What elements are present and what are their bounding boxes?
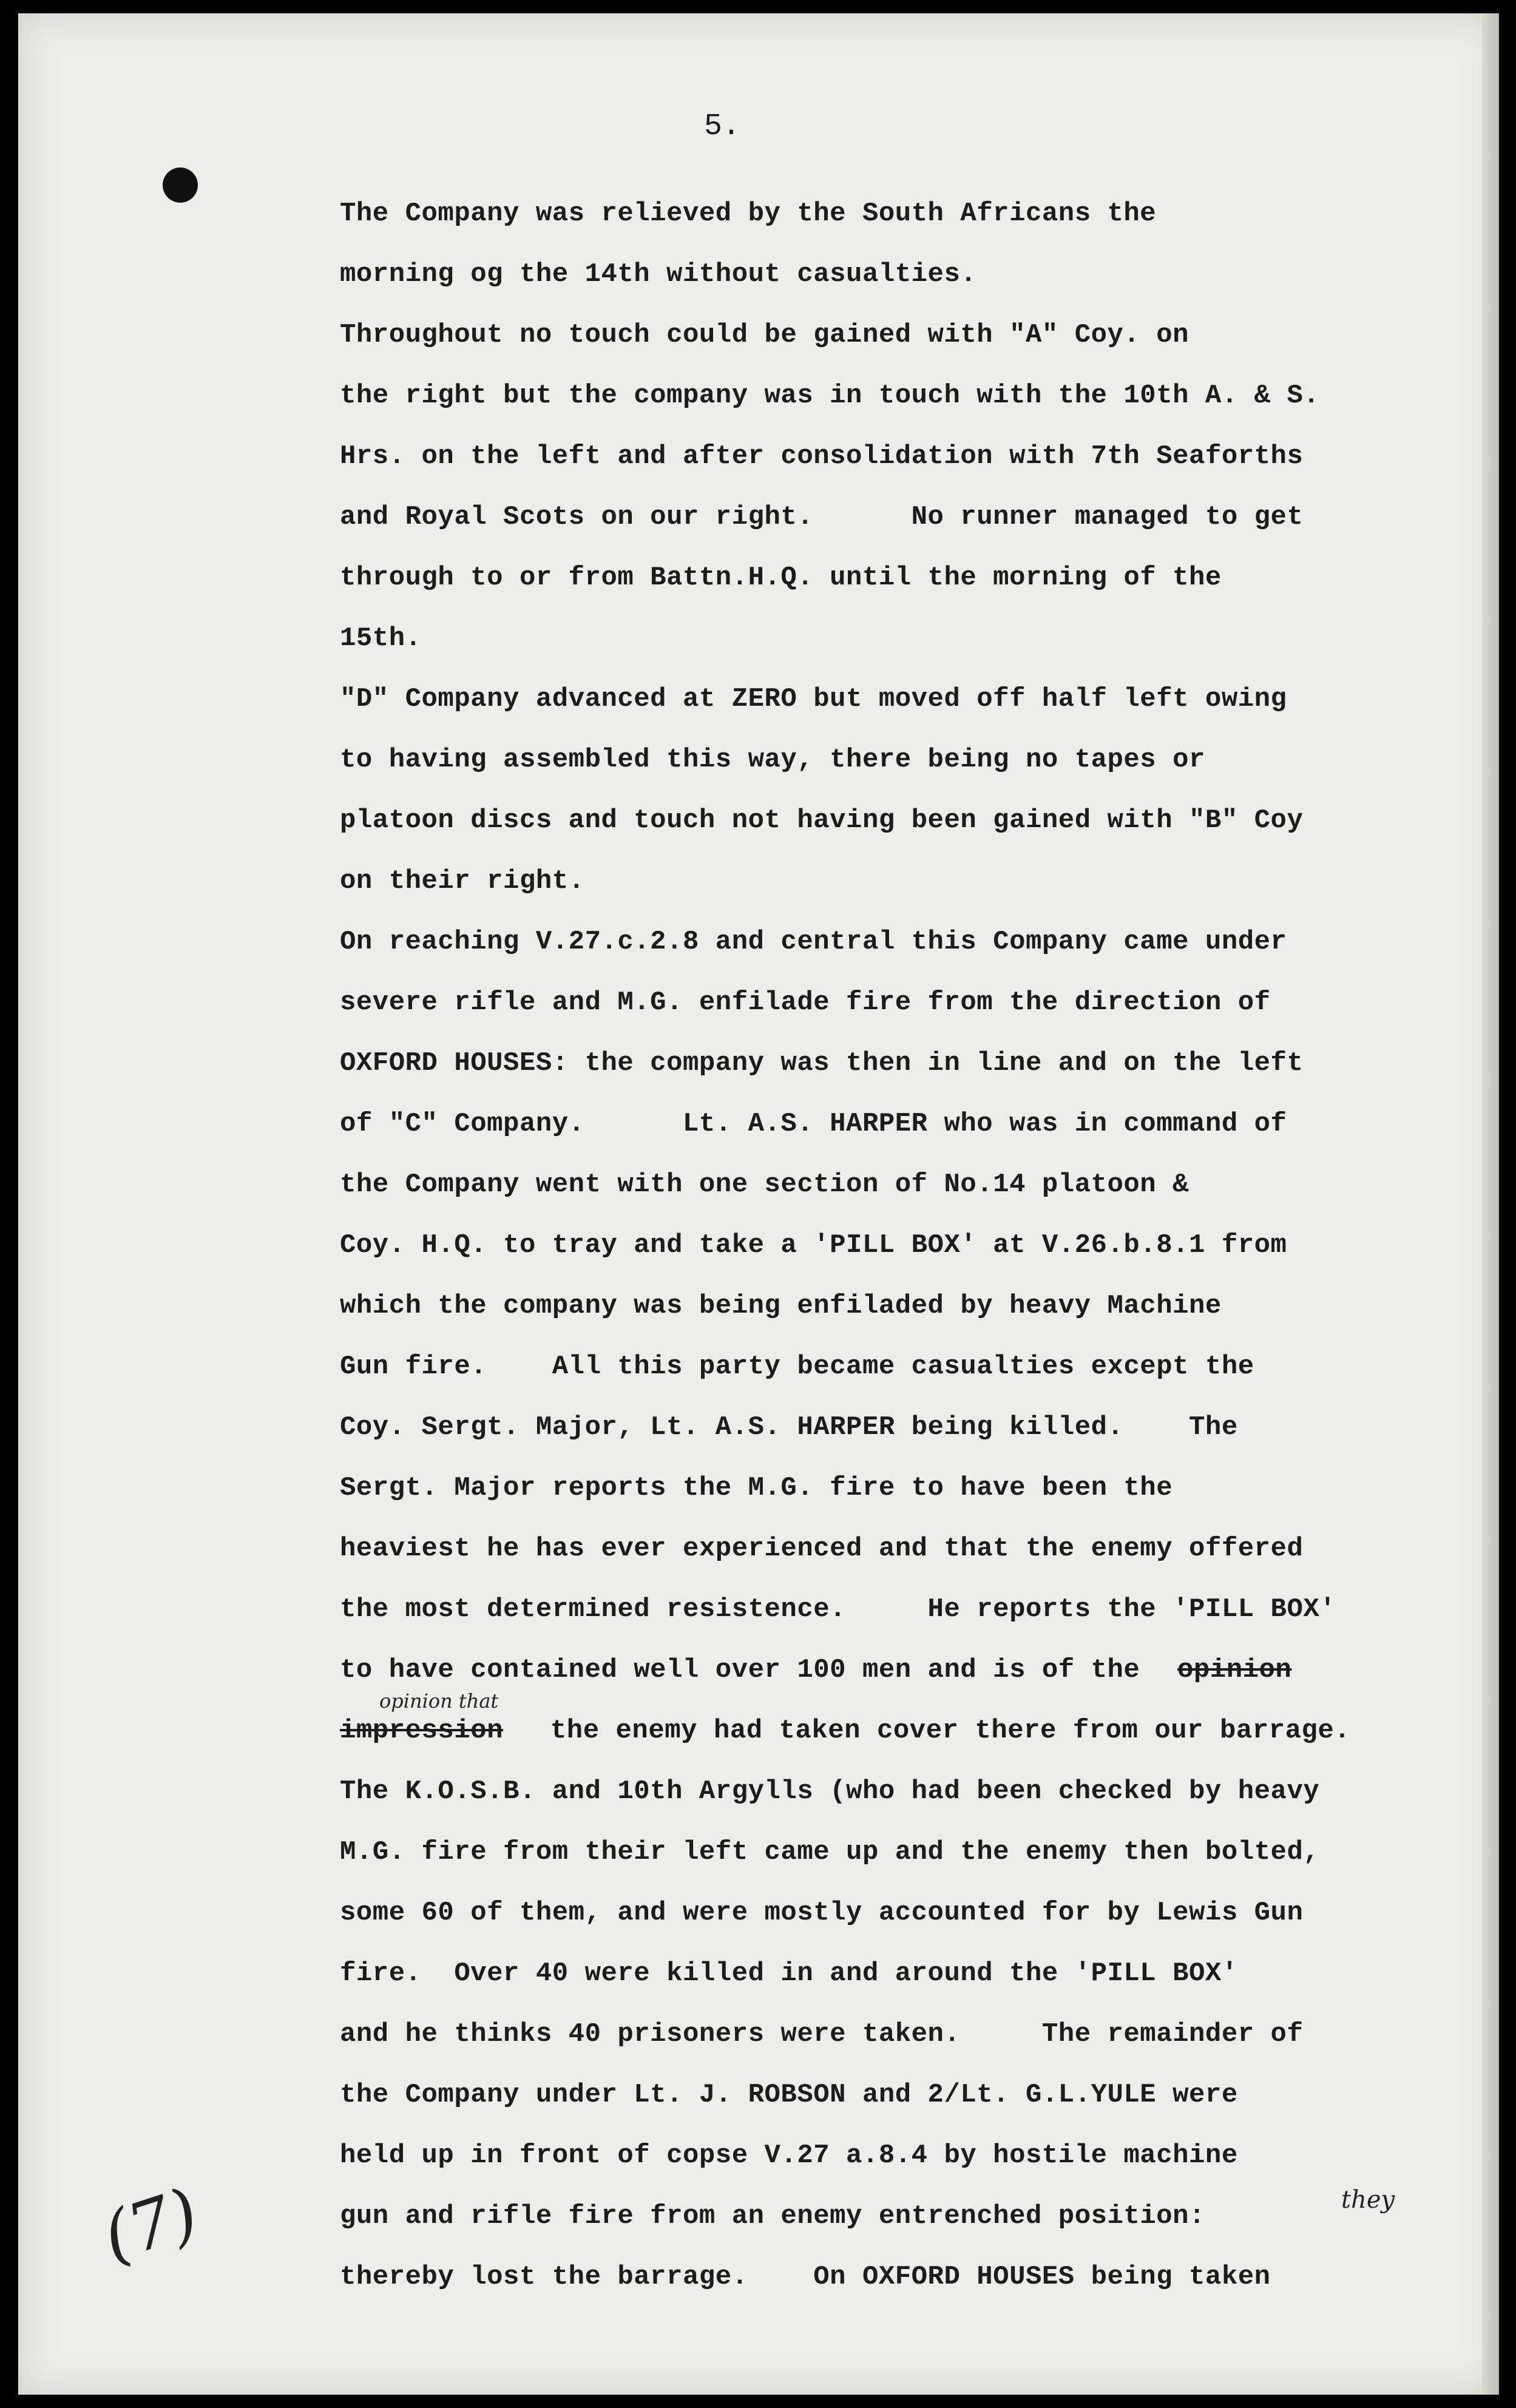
- text-line: the Company went with one section of No.14 platoon &: [340, 1169, 1189, 1200]
- handwritten-insertion: opinion that: [379, 1689, 499, 1713]
- text-line: On reaching V.27.c.2.8 and central this Company came under: [340, 927, 1287, 957]
- text-line: the most determined resistence. He reports the 'PILL BOX': [340, 1594, 1336, 1625]
- text-line: to having assembled this way, there being no tapes or: [340, 745, 1205, 775]
- text-line: through to or from Battn.H.Q. until the morning of the: [340, 563, 1222, 593]
- text-line: gun and rifle fire from an enemy entrenched position:: [340, 2201, 1205, 2231]
- text-line: to have contained well over 100 men and is of the: [340, 1655, 1140, 1685]
- text-line: M.G. fire from their left came up and the enemy then bolted,: [340, 1837, 1320, 1867]
- text-line: Throughout no touch could be gained with "A" Coy. on: [340, 320, 1189, 350]
- text-line: Coy. Sergt. Major, Lt. A.S. HARPER being killed. The: [340, 1412, 1238, 1442]
- text-line: and Royal Scots on our right. No runner managed to get: [340, 502, 1304, 532]
- text-line: morning og the 14th without casualties.: [340, 259, 977, 289]
- page-number: 5.: [704, 109, 741, 144]
- text-line: "D" Company advanced at ZERO but moved off half left owing: [340, 684, 1287, 714]
- text-line: and he thinks 40 prisoners were taken. The remainder of: [340, 2019, 1304, 2049]
- text-line: Gun fire. All this party became casualties except the: [340, 1351, 1254, 1382]
- text-line: held up in front of copse V.27 a.8.4 by hostile machine: [340, 2140, 1238, 2171]
- text-line: Coy. H.Q. to tray and take a 'PILL BOX' at V.26.b.8.1 from: [340, 1230, 1287, 1260]
- text-line: some 60 of them, and were mostly accounted for by Lewis Gun: [340, 1898, 1304, 1928]
- struck-word: opinion: [1177, 1655, 1292, 1685]
- text-line: Sergt. Major reports the M.G. fire to have been the: [340, 1473, 1173, 1503]
- text-line: the enemy had taken cover there from our barrage.: [534, 1716, 1351, 1746]
- text-line: which the company was being enfiladed by heavy Machine: [340, 1291, 1222, 1321]
- document-page: [18, 13, 1499, 2395]
- text-line: platoon discs and touch not having been gained with "B" Coy: [340, 805, 1304, 836]
- handwritten-they: they: [1341, 2186, 1395, 2214]
- text-line: severe rifle and M.G. enfilade fire from the direction of: [340, 987, 1271, 1018]
- text-line: of "C" Company. Lt. A.S. HARPER who was in command of: [340, 1109, 1287, 1139]
- text-line: OXFORD HOUSES: the company was then in line and on the left: [340, 1048, 1304, 1078]
- margin-annotation: (7): [93, 2173, 208, 2276]
- struck-word: impression: [340, 1716, 504, 1746]
- text-line: The K.O.S.B. and 10th Argylls (who had been checked by heavy: [340, 1776, 1320, 1807]
- text-line: fire. Over 40 were killed in and around the 'PILL BOX': [340, 1958, 1238, 1989]
- text-line: Hrs. on the left and after consolidation with 7th Seaforths: [340, 441, 1304, 472]
- text-line: 15th.: [340, 623, 422, 654]
- text-line: the Company under Lt. J. ROBSON and 2/Lt. G.L.YULE were: [340, 2080, 1238, 2110]
- text-line: heaviest he has ever experienced and that the enemy offered: [340, 1534, 1304, 1564]
- text-line: the right but the company was in touch with the 10th A. & S.: [340, 380, 1320, 411]
- text-line: on their right.: [340, 866, 585, 896]
- text-line: thereby lost the barrage. On OXFORD HOUSES being taken: [340, 2262, 1271, 2292]
- typed-text-body: [18, 13, 1499, 2395]
- text-line: The Company was relieved by the South Africans the: [340, 198, 1157, 229]
